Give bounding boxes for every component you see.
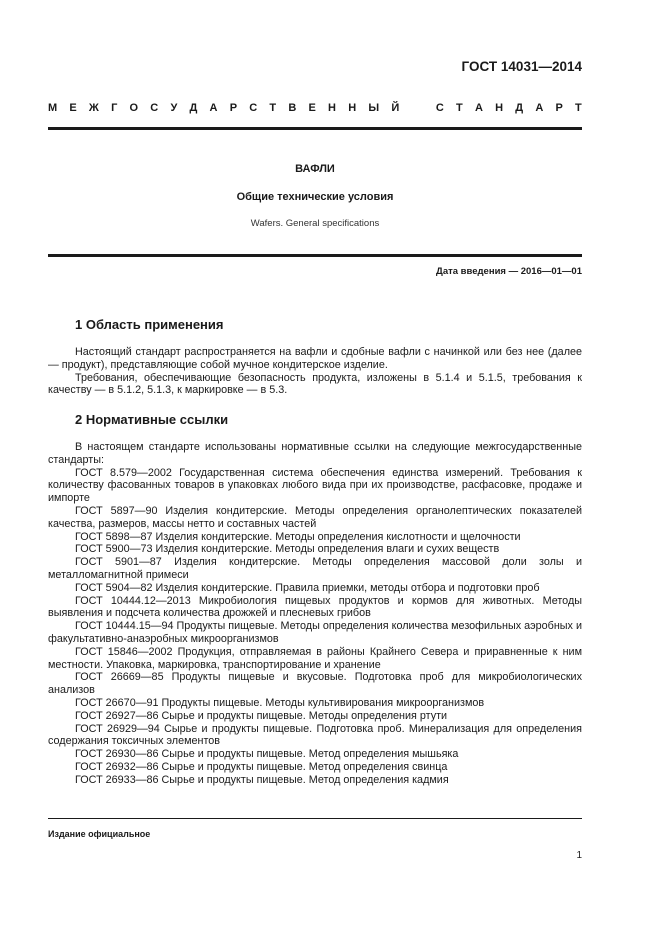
heading-letter: О bbox=[129, 102, 139, 114]
reference-item: ГОСТ 15846—2002 Продукция, отправляемая в районы Крайнего Севера и приравненные к ним местности. Упаковка, маркировка, транспортирование и хранение bbox=[48, 645, 582, 671]
reference-item: ГОСТ 5898—87 Изделия кондитерские. Методы определения кислотности и щелочности bbox=[75, 530, 521, 543]
paragraph: В настоящем стандарте использованы нормативные ссылки на следующие межгосударственные стандарты: bbox=[48, 441, 582, 466]
footer-rule bbox=[48, 818, 582, 819]
reference-item: ГОСТ 5900—73 Изделия кондитерские. Методы определения влаги и сухих веществ bbox=[75, 543, 500, 556]
reference-item: ГОСТ 5897—90 Изделия кондитерские. Методы определения органолептических показателей качества, размеров, массы нетто и составных частей bbox=[48, 504, 582, 530]
reference-item: ГОСТ 26929—94 Сырье и продукты пищевые. Подготовка проб. Минерализация для определения содержания токсичных элементов bbox=[48, 722, 582, 748]
heading-letter: Н bbox=[348, 102, 357, 114]
page-number: 1 bbox=[576, 850, 582, 861]
heading-letter: А bbox=[209, 102, 218, 114]
reference-item: ГОСТ 10444.12—2013 Микробиология пищевых продуктов и кормов для животных. Методы выявления и подсчета количества дрожжей и плесневых грибов bbox=[48, 594, 582, 620]
section-body-scope bbox=[48, 346, 582, 397]
introduction-date: Дата введения — 2016—01—01 bbox=[436, 266, 582, 277]
reference-item: ГОСТ 26933—86 Сырье и продукты пищевые. Метод определения кадмия bbox=[75, 773, 449, 786]
heading-letter: Р bbox=[555, 102, 563, 114]
heading-letter: С bbox=[249, 102, 258, 114]
title-rule bbox=[48, 254, 582, 257]
document-subtitle: Общие технические условия bbox=[236, 191, 394, 203]
section-heading-scope: 1 Область применения bbox=[75, 317, 224, 332]
document-number: ГОСТ 14031—2014 bbox=[461, 59, 582, 74]
heading-letter: С bbox=[435, 102, 444, 114]
heading-letter: Д bbox=[189, 102, 198, 114]
heading-letter: А bbox=[535, 102, 544, 114]
heading-letter: Р bbox=[229, 102, 238, 114]
official-edition-note: Издание официальное bbox=[48, 829, 151, 839]
section-heading-normative-references: 2 Нормативные ссылки bbox=[75, 412, 229, 427]
reference-item: ГОСТ 5904—82 Изделия кондитерские. Правила приемки, методы отбора и подготовки проб bbox=[75, 581, 540, 594]
paragraph: Требования, обеспечивающие безопасность продукта, изложены в 5.1.4 и 5.1.5, требования к качеству — в 5.1.2, 5.1.3, к маркировке — в 5.3. bbox=[48, 371, 582, 397]
heading-letter: Т bbox=[456, 102, 463, 114]
reference-item: ГОСТ 26669—85 Продукты пищевые и вкусовые. Подготовка проб для микробиологических анализов bbox=[48, 671, 582, 697]
heading-letter: У bbox=[170, 102, 178, 114]
heading-letter: В bbox=[288, 102, 297, 114]
heading-letter: Е bbox=[69, 102, 77, 114]
interstate-standard-heading bbox=[48, 102, 582, 114]
heading-letter: С bbox=[150, 102, 159, 114]
reference-item: ГОСТ 26930—86 Сырье и продукты пищевые. Метод определения мышьяка bbox=[75, 748, 459, 761]
heading-letter: Т bbox=[575, 102, 582, 114]
heading-letter: Д bbox=[515, 102, 524, 114]
reference-item: ГОСТ 26927—86 Сырье и продукты пищевые. Методы определения ртути bbox=[75, 709, 448, 722]
heading-letter: Т bbox=[269, 102, 277, 114]
document-title: ВАФЛИ bbox=[295, 163, 335, 175]
english-title: Wafers. General specifications bbox=[250, 218, 380, 229]
heading-letter: Ы bbox=[368, 102, 380, 114]
section-body-normative-references bbox=[48, 441, 582, 787]
paragraph: Настоящий стандарт распространяется на вафли и сдобные вафли с начинкой или без нее (далее — продукт), представляющие собой мучное кондитерское изделие. bbox=[48, 346, 582, 371]
reference-item: ГОСТ 8.579—2002 Государственная система обеспечения единства измерений. Требования к количеству фасованных товаров в упаковках любого вида при их производстве, расфасовке, продаже и импорте bbox=[48, 466, 582, 505]
reference-item: ГОСТ 5901—87 Изделия кондитерские. Методы определения массовой доли золы и металломагнитной примеси bbox=[48, 556, 582, 581]
reference-item: ГОСТ 26932—86 Сырье и продукты пищевые. Метод определения свинца bbox=[75, 760, 448, 773]
heading-letter: Е bbox=[308, 102, 316, 114]
heading-letter: Н bbox=[495, 102, 504, 114]
heading-letter: М bbox=[48, 102, 58, 114]
header-rule bbox=[48, 127, 582, 130]
reference-item: ГОСТ 10444.15—94 Продукты пищевые. Методы определения количества мезофильных аэробных и факультативно-анаэробных микроорганизмов bbox=[48, 620, 582, 645]
heading-letter: Г bbox=[111, 102, 118, 114]
heading-letter: Й bbox=[391, 102, 400, 114]
heading-letter: Ж bbox=[88, 102, 99, 114]
reference-item: ГОСТ 26670—91 Продукты пищевые. Методы культивирования микроорганизмов bbox=[75, 696, 485, 709]
heading-letter: А bbox=[474, 102, 483, 114]
heading-letter: Н bbox=[328, 102, 336, 114]
